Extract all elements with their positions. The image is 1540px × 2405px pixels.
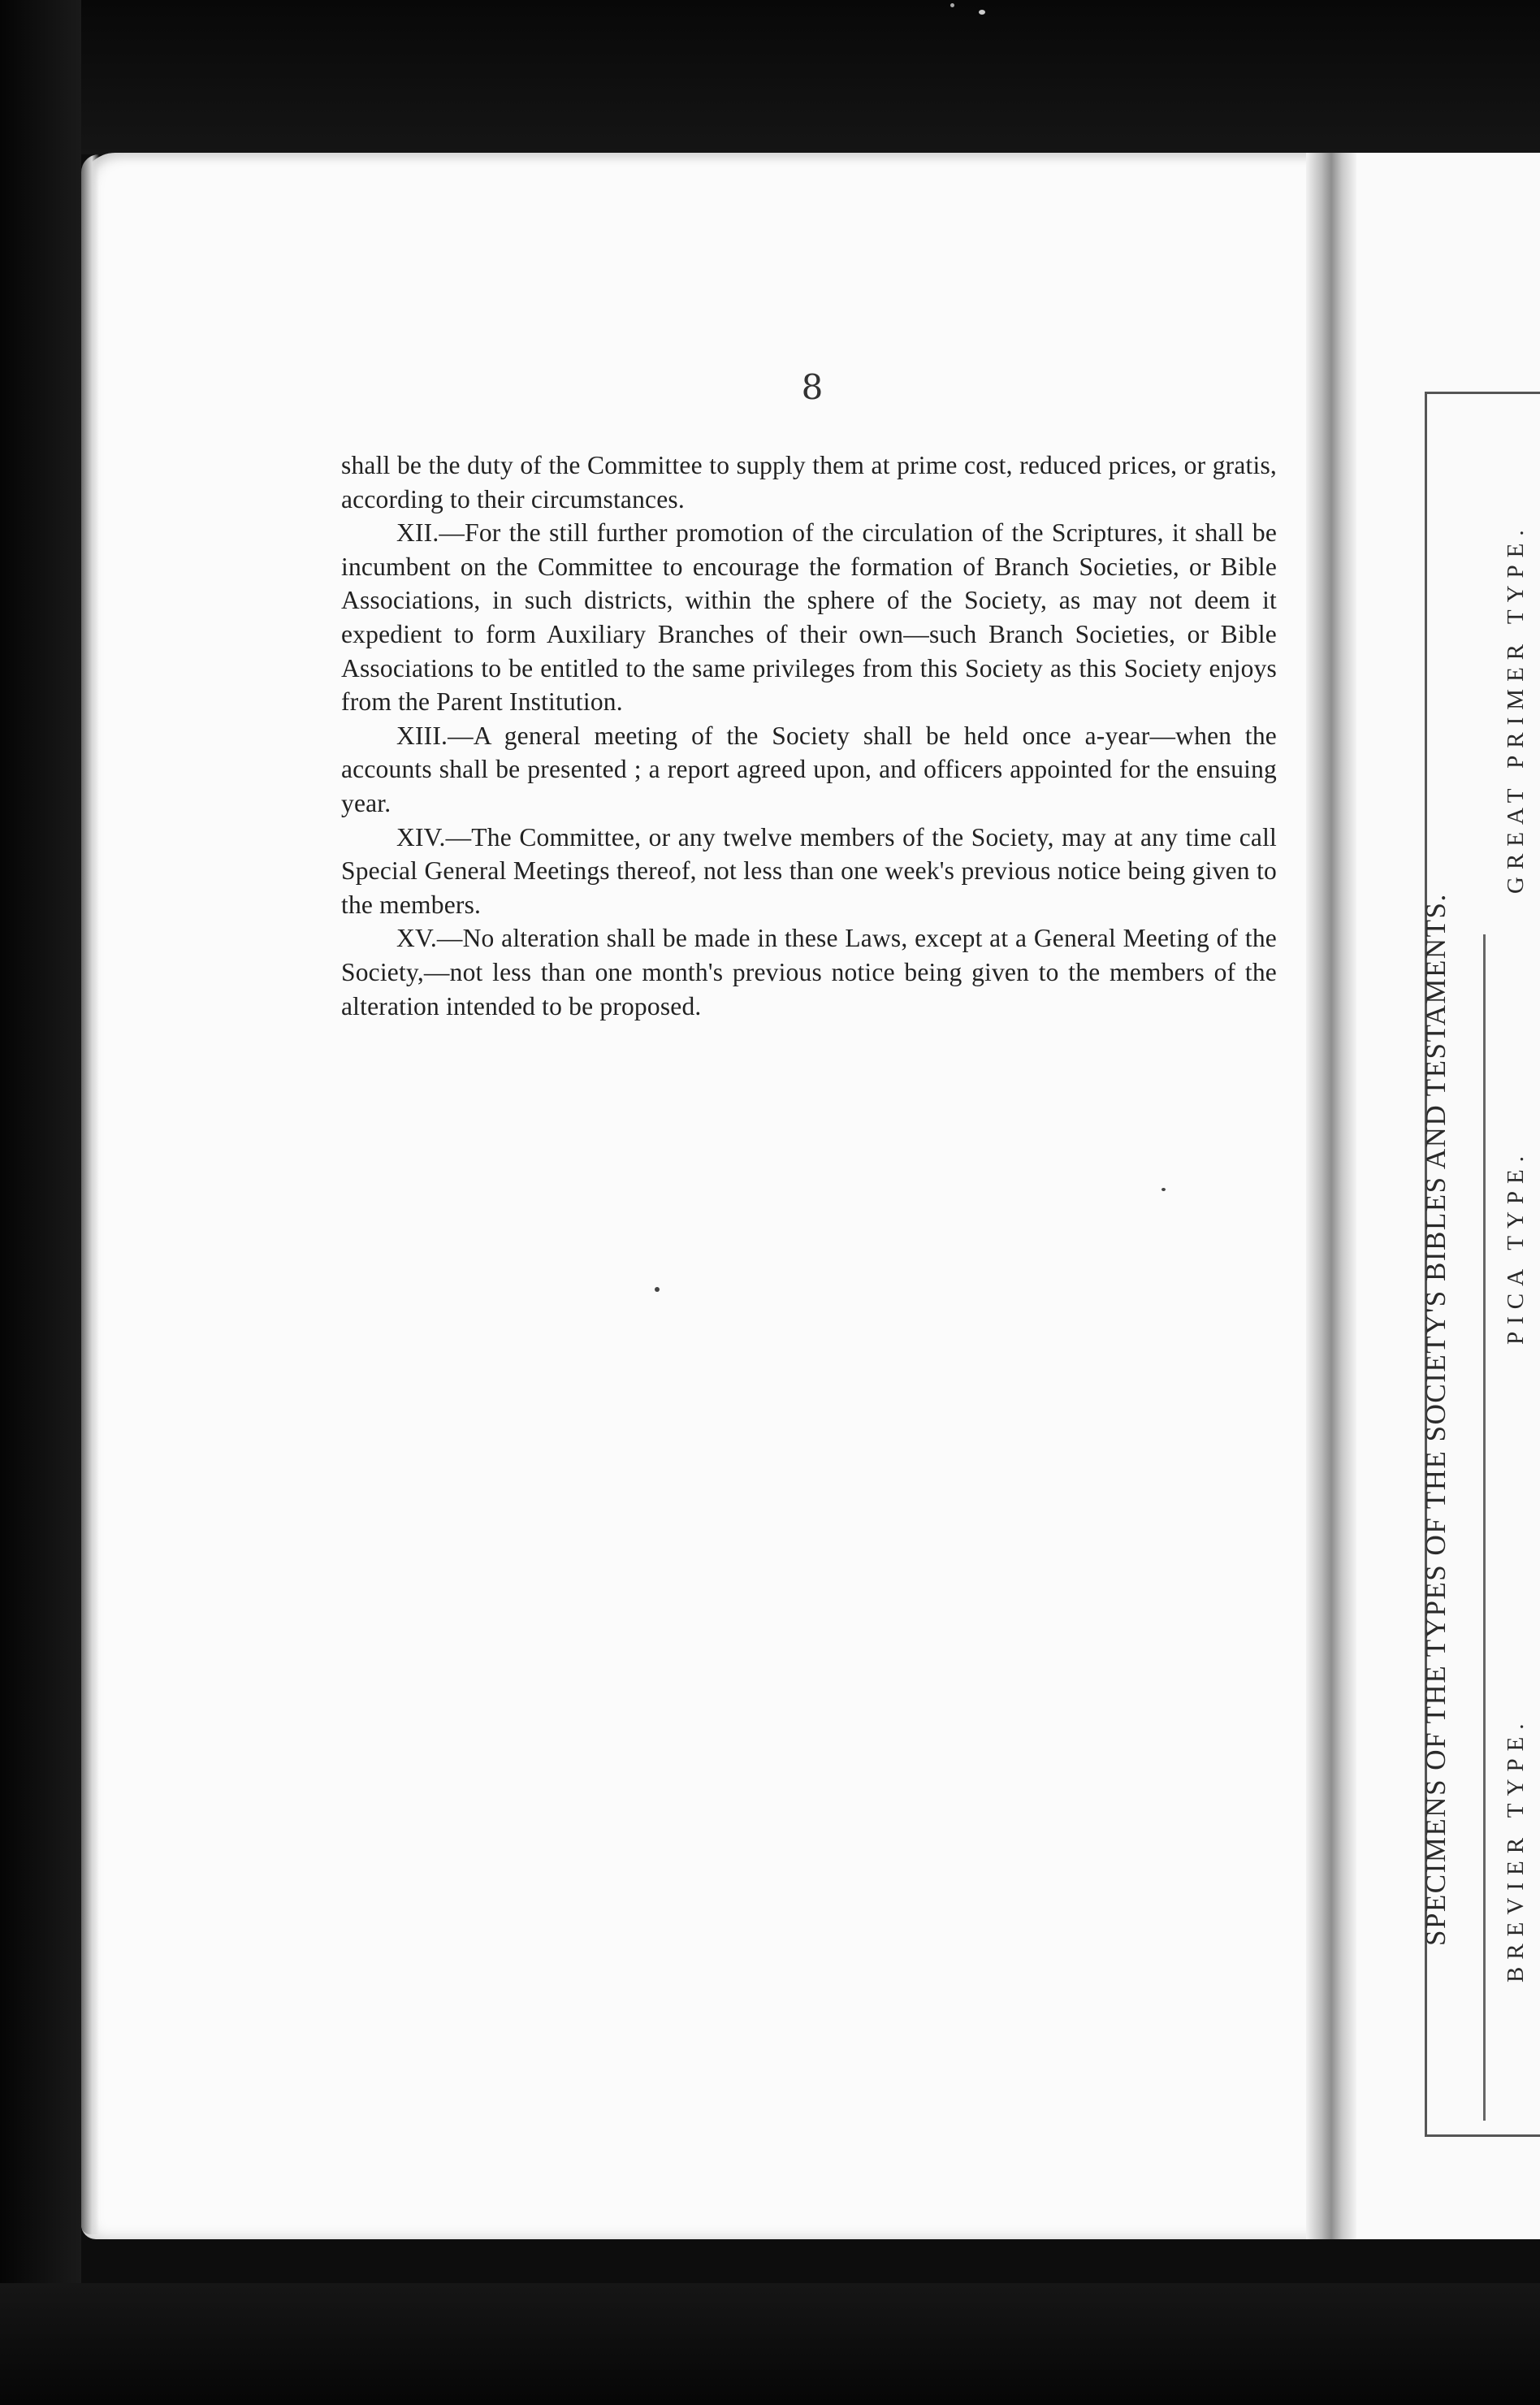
paragraph-article-xii: XII.—For the still further promotion of the circulation of the Scriptures, it shall be incumbent on the Committee to encourage the formation of Branch Societies, or Bible Associations, in such districts, within the sphere of the Society, as may not deem it expedient to form Auxiliary Branches of their own—such Branch Societies, or Bible Associations to be entitled to the same privileges from this Society as this Society enjoys from the Parent Institution. xyxy=(341,518,1277,717)
paragraph-article-xv: XV.—No alteration shall be made in these Laws, except at a General Meeting of the Society,—not less than one month's previous notice being given to the members of the alteration intended to be proposed. xyxy=(341,924,1277,1020)
scan-background-top xyxy=(0,0,1540,154)
label-brevier-type: BREVIER TYPE. xyxy=(1503,1716,1529,1982)
scan-speck xyxy=(950,3,954,7)
paragraph-article-xiv: XIV.—The Committee, or any twelve members of the Society, may at any time call Special General Meetings thereof, not less than one week's previous notice being given to the members. xyxy=(341,822,1277,919)
scan-speck xyxy=(979,10,985,15)
book-gutter xyxy=(1306,153,1356,2239)
paragraph-continuation: shall be the duty of the Committee to supply them at prime cost, reduced prices, or gratis, according to their circumstances. xyxy=(341,451,1277,514)
paper-speck xyxy=(655,1287,660,1292)
scan-background-bottom xyxy=(0,2283,1540,2405)
left-page-edge xyxy=(81,154,99,2234)
page-number: 8 xyxy=(801,367,824,407)
page-body xyxy=(341,448,1277,1023)
label-pica-type: PICA TYPE. xyxy=(1503,1149,1529,1345)
label-great-primer-type: GREAT PRIMER TYPE. xyxy=(1503,522,1529,894)
specimen-divider xyxy=(1483,934,1486,2121)
scan-background-left xyxy=(0,0,81,2405)
specimen-title: SPECIMENS OF THE TYPES OF THE SOCIETY'S BIBLES AND TESTAMENTS. xyxy=(1420,893,1451,1946)
paragraph-article-xiii: XIII.—A general meeting of the Society shall be held once a-year—when the accounts shall be presented ; a report agreed upon, and officers appointed for the ensuing year. xyxy=(341,721,1277,817)
paper-speck xyxy=(1161,1188,1166,1191)
